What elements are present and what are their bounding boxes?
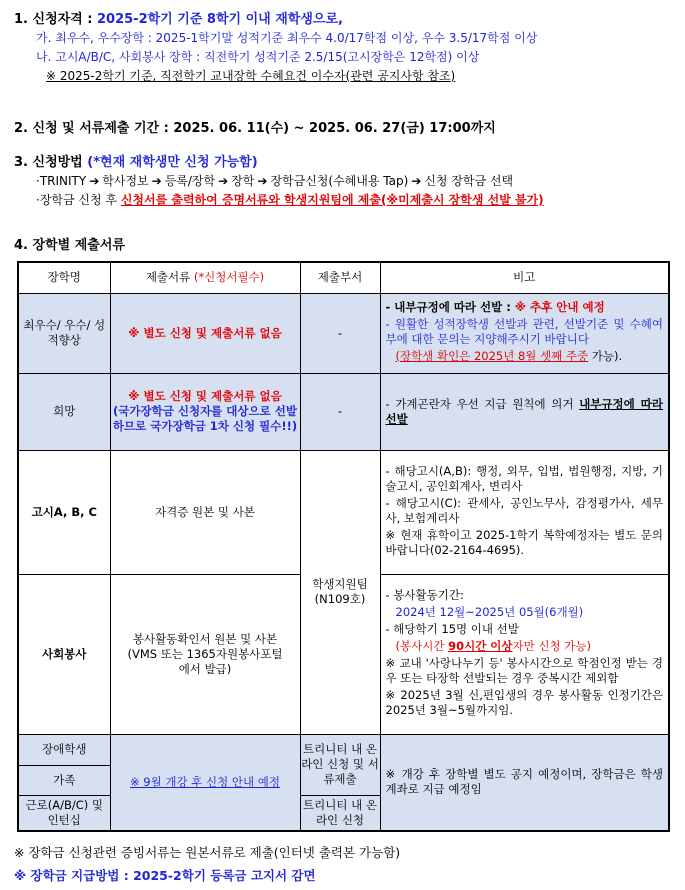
eligibility-a: 가. 최우수, 우수장학 : 2025-1학기말 성적기준 최우수 4.0/17학점 이상, 우수 3.5/17학점 이상: [36, 31, 538, 45]
eligibility-b: 나. 고시A/B/C, 사회봉사 장학 : 직전학기 성적기준 2.5/15(고시장학은 12학점) 이상: [36, 50, 480, 64]
header-note: 비고: [380, 262, 669, 293]
method-steps: ·TRINITY ➔ 학사정보 ➔ 등록/장학 ➔ 장학 ➔ 장학금신청(수혜내용 Tap) ➔ 신청 장학금 선택: [36, 174, 514, 188]
row-exam-docs: 자격증 원본 및 사본: [110, 450, 300, 574]
footer-note-2: ※ 장학금 지급방법 : 2025-2학기 등록금 고지서 감면: [14, 868, 316, 883]
row-merit-docs: ※ 별도 신청 및 제출서류 없음: [110, 293, 300, 373]
row-merit-note: - 내부규정에 따라 선발 : ※ 추후 안내 예정 - 원활한 성적장학생 선발과 관련, 선발기준 및 수혜여부에 대한 문의는 지양해주시기 바랍니다 (장학생 확인은 2025년 8월 셋째 주중 가능).: [380, 293, 669, 373]
arrow-icon: ➔: [411, 174, 422, 188]
header-dept: 제출부서: [300, 262, 380, 293]
table-row: [18, 373, 669, 450]
row-misc-docs: ※ 9월 개강 후 신청 안내 예정: [110, 734, 300, 831]
header-docs: 제출서류 (*신청서필수): [110, 262, 300, 293]
section-eligibility: [14, 10, 675, 86]
row-hope-dept: -: [300, 373, 380, 450]
row-hope-name: 희망: [18, 373, 110, 450]
row-disabled-name: 장애학생: [18, 734, 110, 765]
row-exam-name: 고시A, B, C: [18, 450, 110, 574]
row-misc-note: ※ 개강 후 장학별 별도 공지 예정이며, 장학금은 학생 계좌로 지급 예정임: [380, 734, 669, 831]
section-period: 2. 신청 및 서류제출 기간 : 2025. 06. 11(수) ~ 2025. 06. 27(금) 17:00까지: [14, 121, 496, 136]
row-merit-dept: -: [300, 293, 380, 373]
section-documents-heading: 4. 장학별 제출서류: [14, 238, 125, 253]
table-row: [18, 450, 669, 574]
header-name: 장학명: [18, 262, 110, 293]
table-row: [18, 734, 669, 765]
arrow-icon: ➔: [89, 174, 100, 188]
method-submit: ·장학금 신청 후 신청서를 출력하여 증명서류와 학생지원팀에 제출(※미제출시 장학생 선발 불가): [36, 193, 544, 207]
row-volunteer-note: - 봉사활동기간: 2024년 12월~2025년 05월(6개월) - 해당학기 15명 이내 선발 (봉사시간 90시간 이상자만 신청 가능) ※ 교내 '사랑나누기 등' 봉사시간으로 학점인정 받는 경우 또는 타장학 선발되는 경우 중복시간 제외함 ※ 2025년 3월 신,편입생의 경우 봉사활동 인정기간은 2025년 3월~5월까지임.: [380, 574, 669, 734]
arrow-icon: ➔: [151, 174, 162, 188]
row-volunteer-name: 사회봉사: [18, 574, 110, 734]
footer-note-1: ※ 장학금 신청관련 증빙서류는 원본서류로 제출(인터넷 출력본 가능함): [14, 845, 401, 860]
eligibility-heading: 1. 신청자격 : 2025-2학기 기준 8학기 이내 재학생으로,: [14, 12, 343, 27]
arrow-icon: ➔: [257, 174, 268, 188]
table-row: [18, 293, 669, 373]
row-work-name: 근로(A/B/C) 및 인턴십: [18, 795, 110, 831]
row-hope-note: - 가계곤란자 우선 지급 원칙에 의거 내부규정에 따라 선발: [380, 373, 669, 450]
row-exam-note: - 해당고시(A,B): 행정, 외무, 입법, 법원행정, 지방, 기술고시, 공인회계사, 변리사 - 해당고시(C): 관세사, 공인노무사, 감정평가사, 세무사, 보험계리사 ※ 현재 휴학이고 2025-1학기 복학예정자는 별도 문의 바랍니다(02-2164-4695).: [380, 450, 669, 574]
documents-table: [17, 261, 670, 832]
row-volunteer-docs: 봉사활동확인서 원본 및 사본 (VMS 또는 1365자원봉사포털에서 발급): [110, 574, 300, 734]
row-hope-docs: ※ 별도 신청 및 제출서류 없음 (국가장학금 신청자를 대상으로 선발하므로 국가장학금 1차 신청 필수!!): [110, 373, 300, 450]
method-highlight: (*현재 재학생만 신청 가능함): [87, 155, 258, 170]
row-merit-name: 최우수/ 우수/ 성적향상: [18, 293, 110, 373]
application-period: 2025. 06. 11(수) ~ 2025. 06. 27(금) 17:00까지: [173, 121, 496, 136]
section-method: 3. 신청방법 (*현재 재학생만 신청 가능함) ·TRINITY ➔ 학사정보 ➔ 등록/장학 ➔ 장학 ➔ 장학금신청(수혜내용 Tap) ➔ 신청 장학금 선택 ·장학금 신청 후 신청서를 출력하여 증명서류와 학생지원팀에 제출(※미제출시 장학생 선발 불가): [14, 153, 675, 210]
row-exam-dept: 학생지원팀 (N109호): [300, 450, 380, 734]
table-header-row: [18, 262, 669, 293]
eligibility-note: ※ 2025-2학기 기준, 직전학기 교내장학 수혜요건 이수자(관련 공지사항 참조): [46, 69, 456, 83]
row-misc-dept-b: 트리니티 내 온라인 신청: [300, 795, 380, 831]
eligibility-title: 2025-2학기 기준 8학기 이내 재학생으로,: [97, 12, 343, 27]
row-family-name: 가족: [18, 765, 110, 795]
row-misc-dept-a: 트리니티 내 온라인 신청 및 서류제출: [300, 734, 380, 795]
arrow-icon: ➔: [218, 174, 229, 188]
